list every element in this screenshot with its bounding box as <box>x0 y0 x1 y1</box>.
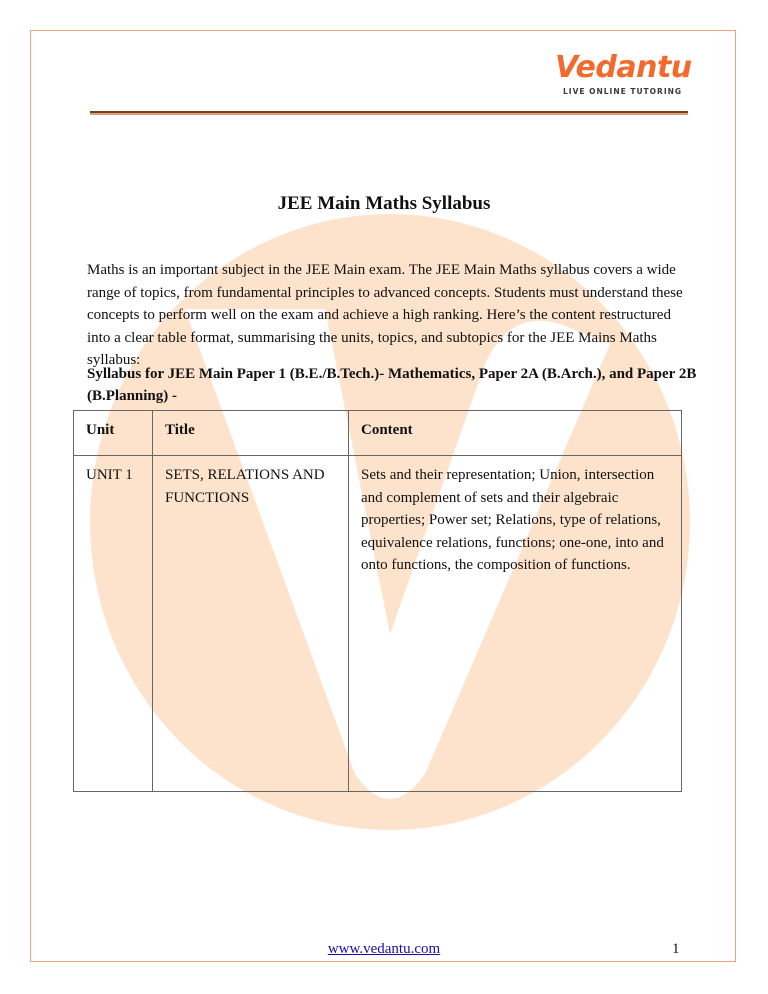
intro-paragraph: Maths is an important subject in the JEE Main exam. The JEE Main Maths syllabus covers a wide range of topics, from fundamental principles to advanced concepts. Students must understand these concepts to perform well on the exam and achieve a high ranking. Here’s the content restructured into a clear table format, summarising the units, topics, and subtopics for the JEE Mains Maths syllabus: <box>87 262 683 368</box>
table-row <box>74 456 682 792</box>
header-content: Content <box>349 411 682 456</box>
header-unit: Unit <box>74 411 153 456</box>
logo-tagline: LIVE ONLINE TUTORING <box>563 87 683 96</box>
logo-wordmark: Vedantu <box>555 50 692 85</box>
cell-title: SETS, RELATIONS AND FUNCTIONS <box>153 456 349 792</box>
table-header-row <box>74 411 682 456</box>
footer-link-text[interactable]: www.vedantu.com <box>327 941 441 957</box>
syllabus-table <box>73 410 682 792</box>
header-title: Title <box>153 411 349 456</box>
cell-content: Sets and their representation; Union, intersection and complement of sets and their algebraic properties; Power set; Relations, type of relations, equivalence relations, functions; one-one, into and onto functions, the composition of functions. <box>349 456 682 792</box>
footer-website-link[interactable] <box>0 941 768 958</box>
vedantu-logo <box>555 50 695 102</box>
syllabus-subheading: Syllabus for JEE Main Paper 1 (B.E./B.Tech.)- Mathematics, Paper 2A (B.Arch.), and Paper 2B (B.Planning) - <box>87 366 697 404</box>
page-title: JEE Main Maths Syllabus <box>277 193 491 214</box>
cell-unit: UNIT 1 <box>74 456 153 792</box>
header-divider <box>90 111 688 116</box>
page-number: 1 <box>672 941 680 957</box>
